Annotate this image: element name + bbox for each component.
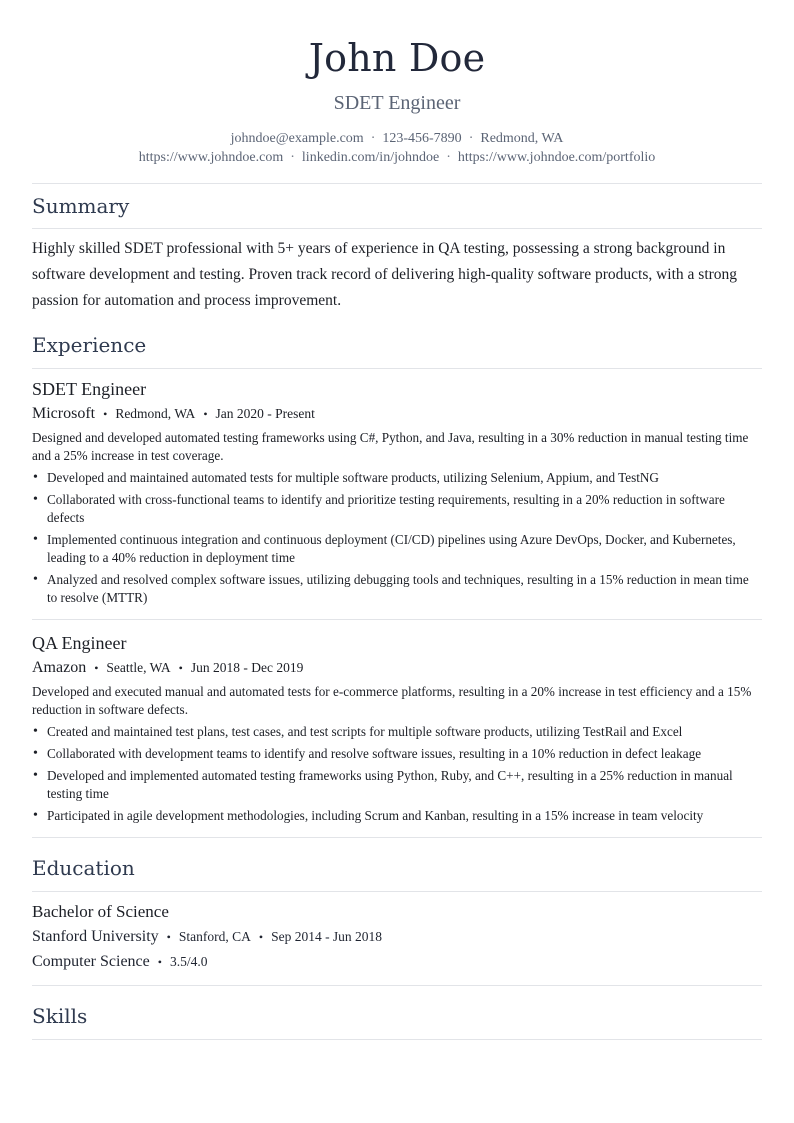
education-heading: Education xyxy=(32,856,135,880)
job-bullets xyxy=(32,723,762,825)
job-description: Designed and developed automated testing frameworks using C#, Python, and Java, resulting in a 30% reduction in manual testing time and a 25% increase in test coverage. xyxy=(32,430,749,463)
job-dates: Jan 2020 - Present xyxy=(215,406,315,421)
candidate-name: John Doe xyxy=(308,36,486,80)
bullet-separator: • xyxy=(203,407,208,421)
job-entry xyxy=(32,632,762,825)
list-item: • Implemented continuous integration and continuous deployment (CI/CD) pipelines using Azure DevOps, Docker, and Kubernetes, leading to a 40% reduction in deployment time xyxy=(32,531,762,567)
company-name: Amazon xyxy=(32,659,87,676)
phone-number: 123-456-7890 xyxy=(382,131,462,146)
portfolio-link[interactable]: https://www.johndoe.com/portfolio xyxy=(457,150,656,165)
list-item: • Collaborated with cross-functional teams to identify and prioritize testing requirements, resulting in a 20% reduction in software defects xyxy=(32,491,762,527)
job-dates: Jun 2018 - Dec 2019 xyxy=(190,660,304,675)
list-item: • Created and maintained test plans, test cases, and test scripts for multiple software products, utilizing TestRail and Excel xyxy=(32,723,762,741)
email-link[interactable]: johndoe@example.com xyxy=(230,131,364,146)
field-of-study: Computer Science xyxy=(32,953,150,970)
list-item: • Developed and maintained automated tests for multiple software products, utilizing Selenium, Appium, and TestNG xyxy=(32,469,762,487)
website-link[interactable]: https://www.johndoe.com xyxy=(138,150,284,165)
education-meta xyxy=(32,927,762,947)
job-meta xyxy=(32,658,762,678)
location-text: Redmond, WA xyxy=(480,131,564,146)
job-title: SDET Engineer xyxy=(32,379,147,399)
linkedin-link[interactable]: linkedin.com/in/johndoe xyxy=(301,150,440,165)
education-field-row xyxy=(32,952,762,972)
divider xyxy=(32,183,762,184)
school-location: Stanford, CA xyxy=(178,929,251,944)
list-item: • Collaborated with development teams to identify and resolve software issues, resulting in a 10% reduction in defect leakage xyxy=(32,745,762,763)
degree-name: Bachelor of Science xyxy=(32,902,169,921)
job-description: Developed and executed manual and automated tests for e-commerce platforms, resulting in a 20% increase in test efficiency and a 15% reduction in software defects. xyxy=(32,684,752,717)
divider xyxy=(32,837,762,838)
job-bullets xyxy=(32,469,762,607)
school-name: Stanford University xyxy=(32,928,159,945)
bullet-separator: • xyxy=(166,930,171,944)
list-item: • Participated in agile development methodologies, including Scrum and Kanban, resulting in a 15% increase in team velocity xyxy=(32,807,762,825)
education-dates: Sep 2014 - Jun 2018 xyxy=(271,929,383,944)
contact-separator: · xyxy=(370,131,376,146)
job-location: Redmond, WA xyxy=(115,406,196,421)
divider xyxy=(32,228,762,229)
job-location: Seattle, WA xyxy=(106,660,171,675)
contact-line-primary xyxy=(32,129,762,148)
skills-heading: Skills xyxy=(32,1004,88,1028)
divider xyxy=(32,368,762,369)
divider xyxy=(32,891,762,892)
divider xyxy=(32,985,762,986)
contact-separator: · xyxy=(446,150,451,165)
summary-text: Highly skilled SDET professional with 5+ years of experience in QA testing, possessing a strong background in software development and testing. Proven track record of delivering high-quality software products, with a strong passion for automation and process improvement. xyxy=(32,240,738,309)
job-title: QA Engineer xyxy=(32,633,127,653)
summary-heading: Summary xyxy=(32,194,130,218)
list-item: • Developed and implemented automated testing frameworks using Python, Ruby, and C++, resulting in a 25% reduction in manual testing time xyxy=(32,767,762,803)
bullet-separator: • xyxy=(103,407,108,421)
resume-header xyxy=(32,0,762,167)
bullet-separator: • xyxy=(178,661,183,675)
bullet-separator: • xyxy=(94,661,99,675)
company-name: Microsoft xyxy=(32,405,96,422)
bullet-separator: • xyxy=(258,930,264,944)
contact-separator: · xyxy=(468,131,474,146)
contact-line-links xyxy=(32,148,762,167)
candidate-title: SDET Engineer xyxy=(333,92,461,114)
divider xyxy=(32,619,762,620)
experience-heading: Experience xyxy=(32,333,147,357)
divider xyxy=(32,1039,762,1040)
job-entry xyxy=(32,378,762,607)
gpa: 3.5/4.0 xyxy=(169,954,208,969)
job-meta xyxy=(32,404,762,424)
contact-separator: · xyxy=(290,150,295,165)
bullet-separator: • xyxy=(157,955,162,969)
list-item: • Analyzed and resolved complex software issues, utilizing debugging tools and techniques, resulting in a 15% reduction in mean time to resolve (MTTR) xyxy=(32,571,762,607)
